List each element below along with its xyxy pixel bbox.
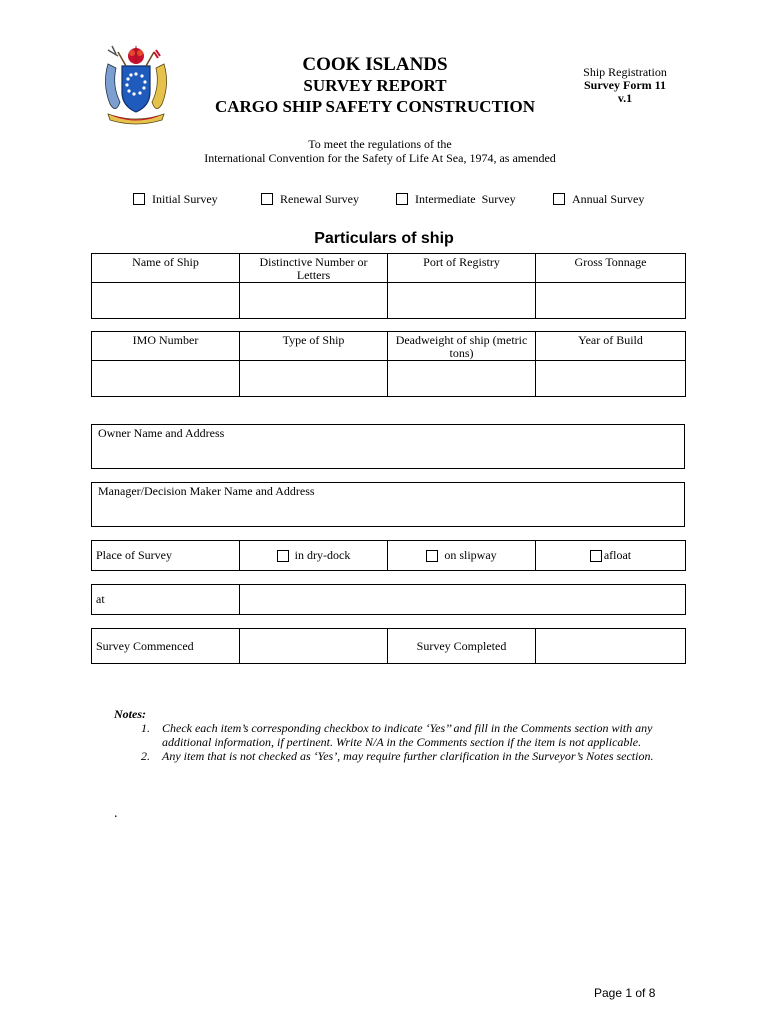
renewal-survey-label: Renewal Survey (280, 192, 359, 206)
header-gross-tonnage: Gross Tonnage (536, 254, 686, 283)
survey-completed-label: Survey Completed (388, 629, 536, 664)
imo-number-field[interactable] (92, 361, 240, 397)
survey-commenced-label: Survey Commenced (92, 629, 240, 664)
owner-name-address-field[interactable] (91, 424, 685, 469)
survey-dates-table (91, 628, 686, 664)
slipway-checkbox[interactable] (426, 550, 438, 562)
note-text: Check each item’s corresponding checkbox to indicate ‘Yes’’ and fill in the Comments section with any additional information, if pertinent. Write N/A in the Comments section if the item is not applicable. (162, 721, 653, 749)
note-number: 2. (141, 749, 150, 763)
dry-dock-checkbox[interactable] (277, 550, 289, 562)
convention-line-1: To meet the regulations of the (308, 137, 452, 151)
owner-name-address-label: Owner Name and Address (98, 426, 225, 440)
manager-name-address-field[interactable] (91, 482, 685, 527)
distinctive-number-field[interactable] (240, 283, 388, 319)
note-text: Any item that is not checked as ‘Yes’, may require further clarification in the Surveyor’s Notes section. (162, 749, 654, 763)
afloat-checkbox[interactable] (590, 550, 602, 562)
particulars-table-1 (91, 253, 686, 319)
renewal-survey-checkbox[interactable] (261, 193, 273, 205)
intermediate-survey-checkbox[interactable] (396, 193, 408, 205)
dry-dock-label: in dry-dock (294, 547, 351, 562)
survey-location-field[interactable] (240, 585, 686, 615)
manager-name-address-label: Manager/Decision Maker Name and Address (98, 484, 315, 498)
deadweight-field[interactable] (388, 361, 536, 397)
header-year-of-build: Year of Build (536, 332, 686, 361)
note-number: 1. (141, 721, 150, 735)
annual-survey-label: Annual Survey (572, 192, 645, 206)
slipway-label: on slipway (444, 547, 497, 562)
survey-commenced-field[interactable] (240, 629, 388, 664)
afloat-option[interactable] (536, 541, 686, 571)
survey-completed-field[interactable] (536, 629, 686, 664)
header-port-of-registry: Port of Registry (388, 254, 536, 283)
intermediate-survey-label: Intermediate Survey (415, 192, 516, 206)
form-name: Survey Form 11 (584, 78, 666, 92)
initial-survey-label: Initial Survey (152, 192, 218, 206)
slipway-option[interactable] (388, 541, 536, 571)
gross-tonnage-field[interactable] (536, 283, 686, 319)
place-of-survey-table (91, 540, 686, 571)
form-category: Ship Registration (583, 65, 667, 79)
port-of-registry-field[interactable] (388, 283, 536, 319)
header-name-of-ship: Name of Ship (92, 254, 240, 283)
header-distinctive-number: Distinctive Number or Letters (240, 254, 388, 283)
stray-period: . (114, 806, 118, 821)
particulars-table-2 (91, 331, 686, 397)
header-type-of-ship: Type of Ship (240, 332, 388, 361)
at-label: at (92, 585, 240, 615)
title-subject: CARGO SHIP SAFETY CONSTRUCTION (214, 97, 536, 116)
notes-heading: Notes: (114, 707, 146, 721)
initial-survey-checkbox[interactable] (133, 193, 145, 205)
form-identifier (560, 66, 690, 105)
form-version: v.1 (617, 91, 633, 105)
form-title-block (170, 54, 580, 117)
type-of-ship-field[interactable] (240, 361, 388, 397)
title-report: SURVEY REPORT (303, 76, 447, 95)
name-of-ship-field[interactable] (92, 283, 240, 319)
notes-section (114, 707, 654, 763)
convention-line-2: International Convention for the Safety of Life At Sea, 1974, as amended (204, 151, 556, 165)
page-number: Page 1 of 8 (594, 986, 656, 1000)
title-country: COOK ISLANDS (302, 54, 448, 75)
note-item (114, 721, 654, 749)
afloat-label: afloat (603, 547, 632, 562)
place-of-survey-label: Place of Survey (92, 541, 240, 571)
particulars-heading: Particulars of ship (314, 230, 454, 247)
year-of-build-field[interactable] (536, 361, 686, 397)
convention-text (120, 137, 640, 165)
note-item (114, 749, 654, 763)
survey-location-table (91, 584, 686, 615)
cook-islands-coat-of-arms (98, 44, 174, 126)
header-imo-number: IMO Number (92, 332, 240, 361)
header-deadweight: Deadweight of ship (metric tons) (388, 332, 536, 361)
dry-dock-option[interactable] (240, 541, 388, 571)
annual-survey-checkbox[interactable] (553, 193, 565, 205)
